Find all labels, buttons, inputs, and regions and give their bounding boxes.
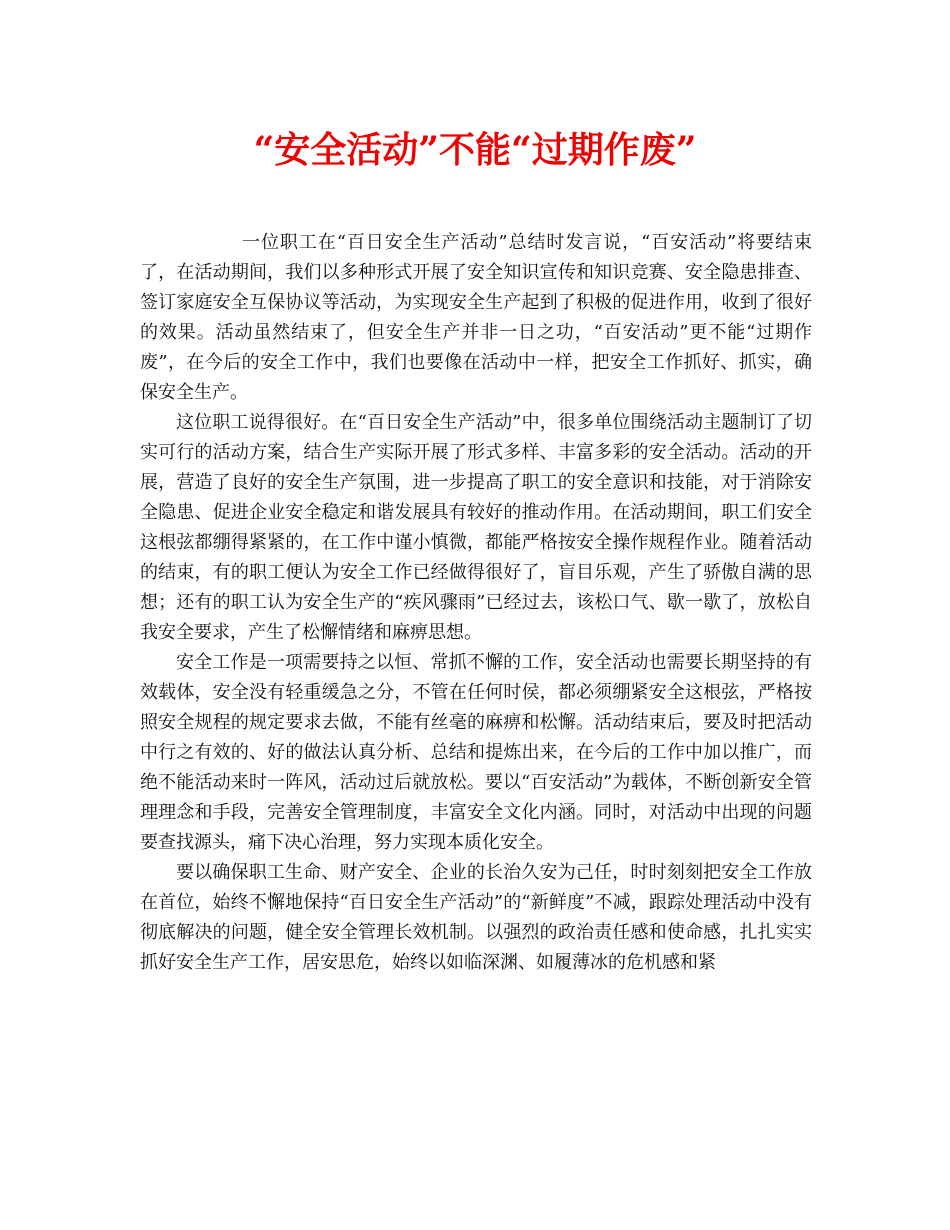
paragraph-3: 安全工作是一项需要持之以恒、常抓不懈的工作，安全活动也需要长期坚持的有效载体，安全没有轻重缓急之分，不管在任何时侯，都必须绷紧安全这根弦，严格按照安全规程的规定要求去做，不能有丝毫的麻痹和松懈。活动结束后，要及时把活动中行之有效的、好的做法认真分析、总结和提炼出来，在今后的工作中加以推广，而绝不能活动来时一阵风，活动过后就放松。要以“百安活动”为载体，不断创新安全管理理念和手段，完善安全管理制度，丰富安全文化内涵。同时，对活动中出现的问题要查找源头，痛下决心治理，努力实现本质化安全。 (140, 652, 812, 853)
document-title: “安全活动”不能“过期作废” (253, 129, 697, 171)
paragraph-1: 一位职工在“百日安全生产活动”总结时发言说，“百安活动”将要结束了，在活动期间，我们以多种形式开展了安全知识宣传和知识竞赛、安全隐患排查、签订家庭安全互保协议等活动，为实现安全生产起到了积极的促进作用，收到了很好的效果。活动虽然结束了，但安全生产并非一日之功，“百安活动”更不能“过期作废”，在今后的安全工作中，我们也要像在活动中一样，把安全工作抓好、抓实，确保安全生产。 (140, 232, 812, 403)
document-body (140, 228, 812, 978)
paragraph-2: 这位职工说得很好。在“百日安全生产活动”中，很多单位围绕活动主题制订了切实可行的活动方案，结合生产实际开展了形式多样、丰富多彩的安全活动。活动的开展，营造了良好的安全生产氛围，进一步提高了职工的安全意识和技能，对于消除安全隐患、促进企业安全稳定和谐发展具有较好的推动作用。在活动期间，职工们安全这根弦都绷得紧紧的，在工作中谨小慎微，都能严格按安全操作规程作业。随着活动的结束，有的职工便认为安全工作已经做得很好了，盲目乐观，产生了骄傲自满的思想；还有的职工认为安全生产的“疾风骤雨”已经过去，该松口气、歇一歇了，放松自我安全要求，产生了松懈情绪和麻痹思想。 (140, 412, 812, 643)
paragraph-4: 要以确保职工生命、财产安全、企业的长治久安为己任，时时刻刻把安全工作放在首位，始终不懈地保持“百日安全生产活动”的“新鲜度”不减，跟踪处理活动中没有彻底解决的问题，健全安全管理长效机制。以强烈的政治责任感和使命感，扎扎实实抓好安全生产工作，居安思危，始终以如临深渊、如履薄冰的危机感和紧 (140, 862, 812, 973)
